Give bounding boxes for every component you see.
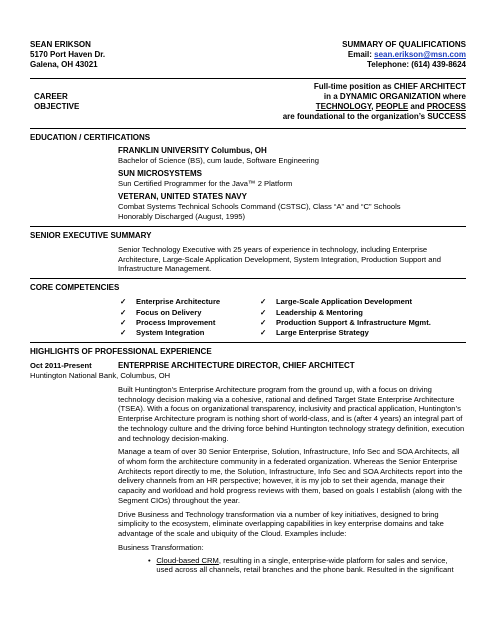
- competency-label: Process Improvement: [136, 317, 216, 327]
- education-detail: Combat Systems Technical Schools Command (CSTSC), Class “A” and “C” Schools: [118, 202, 401, 212]
- education-entry: [118, 192, 466, 222]
- job-paragraph: Drive Business and Technology transformation via a number of key initiatives, designed to bring simplicity to the ecosystem, eliminate overlapping capabilities in key enterprise domains and take advantage of the scale and ubiquity of the Cloud. Examples include:: [118, 509, 444, 539]
- education-detail: Bachelor of Science (BS), cum laude, Software Engineering: [118, 156, 319, 166]
- job-paragraph: Built Huntington’s Enterprise Architecture program from the ground up, with a focus on driving technology decision making via a cohesive, rational and defined Target State Enterprise Architecture (TSEA). With a focus on organizational transparency, inclusivity and practical application, Huntington’s Enterprise Architecture program is nothing short of world-class, and is (after 4 years) an integral part of the technology culture and the driving force behind Huntington technology strategy definition, execution and technology decision-making.: [118, 385, 465, 443]
- competency-column-right: [260, 297, 460, 337]
- objective-sep1: ,: [371, 102, 376, 111]
- transformation-label: Business Transformation:: [118, 542, 204, 552]
- competency-item: [120, 318, 260, 328]
- competency-label: Leadership & Mentoring: [276, 307, 363, 317]
- competency-label: System Integration: [136, 327, 205, 337]
- objective-label-line2: OBJECTIVE: [34, 102, 80, 111]
- checkmark-icon: ✓: [120, 317, 127, 327]
- competency-item: [260, 318, 460, 328]
- transformation-list: [118, 556, 466, 575]
- checkmark-icon: ✓: [120, 297, 127, 307]
- city-address: Galena, OH 43021: [30, 60, 98, 69]
- list-item: [148, 556, 466, 575]
- bullet-icon: •: [148, 555, 151, 565]
- objective-line1: Full-time position as CHIEF ARCHITECT: [313, 82, 466, 91]
- experience-heading: HIGHLIGHTS OF PROFESSIONAL EXPERIENCE: [30, 342, 466, 357]
- job-company: Huntington National Bank, Columbus, OH: [30, 371, 171, 381]
- checkmark-icon: ✓: [260, 307, 267, 317]
- competency-grid: [120, 297, 466, 337]
- email-label: Email:: [347, 50, 372, 59]
- competency-item: [260, 308, 460, 318]
- competency-label: Large-Scale Application Development: [276, 297, 413, 307]
- keyword-technology: TECHNOLOGY: [315, 102, 372, 111]
- candidate-name: SEAN ERIKSON: [30, 40, 91, 49]
- competency-label: Production Support & Infrastructure Mgmt.: [276, 317, 431, 327]
- job-header: [30, 361, 466, 371]
- objective-label: [30, 82, 115, 122]
- list-item-detail: , resulting in a single, enterprise-wide platform for sales and service, used across all channels, retail branches and the phone bank. Resulted in the significant: [156, 555, 454, 575]
- competency-label: Focus on Delivery: [136, 307, 202, 317]
- education-entry: [118, 146, 466, 166]
- checkmark-icon: ✓: [260, 327, 267, 337]
- street-address: 5170 Port Haven Dr.: [30, 50, 106, 59]
- telephone-line: Telephone: (614) 439-8624: [366, 60, 466, 69]
- checkmark-icon: ✓: [260, 297, 267, 307]
- competency-item: [120, 297, 260, 307]
- contact-right: [342, 40, 466, 70]
- competency-item: [120, 328, 260, 338]
- competency-column-left: [120, 297, 260, 337]
- education-title: SUN MICROSYSTEMS: [118, 169, 203, 179]
- job-paragraph: Manage a team of over 30 Senior Enterprise, Solution, Infrastructure, Info Sec and SOA Architects, all of whom form the architecture community in a federated organization. Whereas the Senior Enterprise Architects report directly to me, the Solution, Infrastructure, Info Sec and SOA Architects report into the delivery channels from an HR perspective; however, it is my job to set their agenda, manage their capacity and workload and hold progress reviews with them, based on goals I establish (along with the Segment CIOs) throughout the year.: [118, 447, 463, 505]
- education-title: VETERAN, UNITED STATES NAVY: [118, 192, 247, 202]
- competency-item: [120, 308, 260, 318]
- education-detail: Honorably Discharged (August, 1995): [118, 212, 246, 222]
- objective-sep2: and: [408, 102, 427, 111]
- objective-line4: are foundational to the organization’s SUCCESS: [282, 112, 466, 121]
- keyword-process: PROCESS: [426, 102, 466, 111]
- education-heading: EDUCATION / CERTIFICATIONS: [30, 128, 466, 143]
- list-item-text: [156, 556, 466, 575]
- competency-item: [260, 297, 460, 307]
- objective-line3: [115, 102, 466, 112]
- career-objective: [30, 78, 466, 122]
- checkmark-icon: ✓: [120, 307, 127, 317]
- objective-line2: in a DYNAMIC ORGANIZATION where: [323, 92, 466, 101]
- checkmark-icon: ✓: [120, 327, 127, 337]
- contact-left: [30, 40, 105, 70]
- education-detail: Sun Certified Programmer for the Java™ 2 Platform: [118, 179, 293, 189]
- executive-summary-text: Senior Technology Executive with 25 years of experience in technology, including Enterprise Architecture, Large-Scale Application Development, System Integration, Production Support and Infrastructure Management.: [118, 245, 441, 274]
- core-competencies-heading: CORE COMPETENCIES: [30, 278, 466, 293]
- objective-text: [115, 82, 466, 122]
- summary-heading: SUMMARY OF QUALIFICATIONS: [342, 40, 466, 49]
- job-title: ENTERPRISE ARCHITECTURE DIRECTOR, CHIEF ARCHITECT: [118, 361, 355, 371]
- checkmark-icon: ✓: [260, 317, 267, 327]
- email-link[interactable]: sean.erikson@msn.com: [374, 50, 466, 59]
- contact-header: [30, 40, 466, 70]
- objective-label-line1: CAREER: [34, 92, 68, 101]
- cloud-crm-link: Cloud-based CRM: [156, 555, 219, 565]
- executive-summary-heading: SENIOR EXECUTIVE SUMMARY: [30, 226, 466, 241]
- education-title: FRANKLIN UNIVERSITY Columbus, OH: [118, 146, 267, 156]
- competency-label: Enterprise Architecture: [136, 297, 221, 307]
- keyword-people: PEOPLE: [375, 102, 409, 111]
- education-list: [118, 146, 466, 222]
- job-dates: Oct 2011-Present: [30, 361, 92, 371]
- email-line: [342, 50, 466, 60]
- competency-label: Large Enterprise Strategy: [276, 327, 369, 337]
- competency-item: [260, 328, 460, 338]
- education-entry: [118, 169, 466, 189]
